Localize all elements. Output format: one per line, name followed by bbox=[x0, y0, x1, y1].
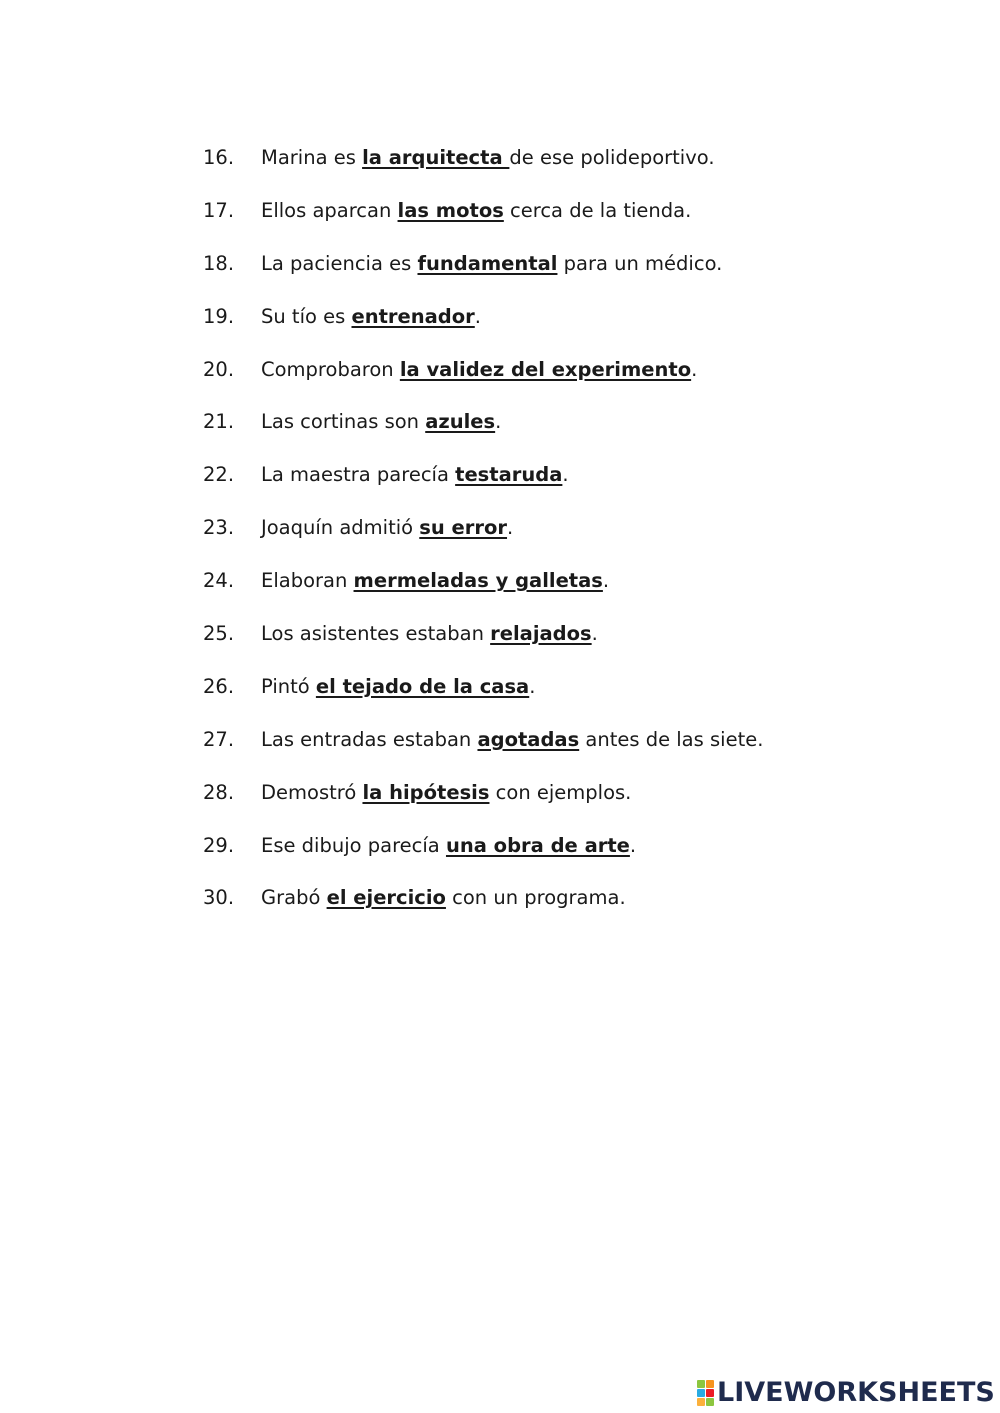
sentence-text-before: Su tío es bbox=[261, 304, 352, 328]
sentence-answer: entrenador bbox=[351, 304, 475, 328]
sentence-28 bbox=[203, 779, 763, 832]
sentence-answer: las motos bbox=[397, 198, 504, 222]
sentence-answer: relajados bbox=[490, 622, 592, 646]
sentence-text-after: . bbox=[691, 357, 698, 381]
logo-square bbox=[706, 1380, 714, 1388]
sentence-number: 18. bbox=[203, 251, 235, 275]
sentence-25 bbox=[203, 620, 763, 673]
liveworksheets-logo-icon bbox=[697, 1380, 714, 1406]
sentence-17 bbox=[203, 197, 763, 250]
sentence-answer: su error bbox=[419, 516, 508, 540]
sentence-text-after: con ejemplos. bbox=[489, 780, 632, 804]
sentence-text-before: Las entradas estaban bbox=[261, 727, 478, 751]
sentence-text-after: . bbox=[562, 463, 569, 487]
sentence-text-before: Las cortinas son bbox=[261, 410, 426, 434]
sentence-number: 17. bbox=[203, 198, 235, 222]
sentence-text-after: . bbox=[507, 516, 514, 540]
sentence-text-after: con un programa. bbox=[445, 886, 626, 910]
sentence-23 bbox=[203, 514, 763, 567]
sentence-16 bbox=[203, 144, 763, 197]
sentence-19 bbox=[203, 303, 763, 356]
logo-square bbox=[697, 1398, 705, 1406]
sentence-answer: la hipótesis bbox=[362, 780, 490, 804]
sentence-answer: el tejado de la casa bbox=[315, 674, 530, 698]
sentence-text-before: Grabó bbox=[261, 886, 327, 910]
sentence-text-before: Ellos aparcan bbox=[261, 198, 398, 222]
sentence-text-before: Los asistentes estaban bbox=[261, 622, 491, 646]
sentence-number: 25. bbox=[203, 622, 235, 646]
sentence-number: 19. bbox=[203, 304, 235, 328]
sentence-22 bbox=[203, 461, 763, 514]
sentence-answer: la arquitecta bbox=[362, 146, 510, 169]
sentence-answer: una obra de arte bbox=[445, 833, 630, 857]
sentence-number: 21. bbox=[203, 410, 235, 434]
sentence-number: 26. bbox=[203, 674, 235, 698]
sentence-21 bbox=[203, 408, 763, 461]
sentence-text-after: antes de las siete. bbox=[579, 727, 764, 751]
sentence-number: 28. bbox=[203, 780, 235, 804]
sentence-27 bbox=[203, 726, 763, 779]
sentence-text-before: Marina es bbox=[261, 146, 363, 169]
logo-text: LIVEWORKSHEETS bbox=[717, 1377, 995, 1408]
sentence-list bbox=[203, 144, 763, 937]
sentence-number: 27. bbox=[203, 727, 235, 751]
sentence-text-before: Comprobaron bbox=[261, 357, 400, 381]
sentence-text-before: Ese dibujo parecía bbox=[261, 833, 446, 857]
sentence-18 bbox=[203, 250, 763, 303]
sentence-number: 29. bbox=[203, 833, 235, 857]
sentence-text-before: Pintó bbox=[261, 674, 316, 698]
sentence-text-after: . bbox=[591, 622, 598, 646]
sentence-answer: la validez del experimento bbox=[399, 357, 692, 381]
sentence-text-after: . bbox=[474, 304, 481, 328]
sentence-text-after: . bbox=[629, 833, 637, 857]
sentence-answer: agotadas bbox=[477, 727, 580, 751]
sentence-answer: mermeladas y galletas bbox=[353, 569, 603, 593]
sentence-number: 16. bbox=[203, 146, 235, 169]
logo-square bbox=[706, 1389, 714, 1397]
sentence-number: 30. bbox=[203, 886, 235, 910]
sentence-text-after: . bbox=[495, 410, 502, 434]
sentence-text-after: cerca de la tienda. bbox=[503, 198, 692, 222]
sentence-number: 20. bbox=[203, 357, 235, 381]
sentence-number: 22. bbox=[203, 463, 235, 487]
sentence-text-before: Joaquín admitió bbox=[261, 516, 420, 540]
sentence-30 bbox=[203, 884, 763, 937]
sentence-text-after: . bbox=[602, 569, 610, 593]
sentence-text-after: . bbox=[529, 674, 536, 698]
sentence-26 bbox=[203, 673, 763, 726]
logo-square bbox=[706, 1398, 714, 1406]
sentence-text-before: La maestra parecía bbox=[261, 463, 456, 487]
sentence-text-before: La paciencia es bbox=[261, 251, 418, 275]
logo-square bbox=[697, 1389, 705, 1397]
sentence-29 bbox=[203, 832, 763, 885]
sentence-text-after: de ese polideportivo. bbox=[509, 146, 715, 169]
sentence-text-after: para un médico. bbox=[557, 251, 723, 275]
logo-square bbox=[697, 1380, 705, 1388]
sentence-number: 23. bbox=[203, 516, 235, 540]
sentence-24 bbox=[203, 567, 763, 620]
sentence-answer: testaruda bbox=[455, 463, 563, 487]
sentence-text-before: Demostró bbox=[261, 780, 363, 804]
sentence-20 bbox=[203, 356, 763, 409]
sentence-number: 24. bbox=[203, 569, 235, 593]
sentence-answer: fundamental bbox=[417, 251, 558, 275]
liveworksheets-logo[interactable] bbox=[697, 1378, 995, 1408]
sentence-text-before: Elaboran bbox=[261, 569, 354, 593]
sentence-answer: el ejercicio bbox=[326, 886, 446, 910]
sentence-answer: azules bbox=[425, 410, 496, 434]
